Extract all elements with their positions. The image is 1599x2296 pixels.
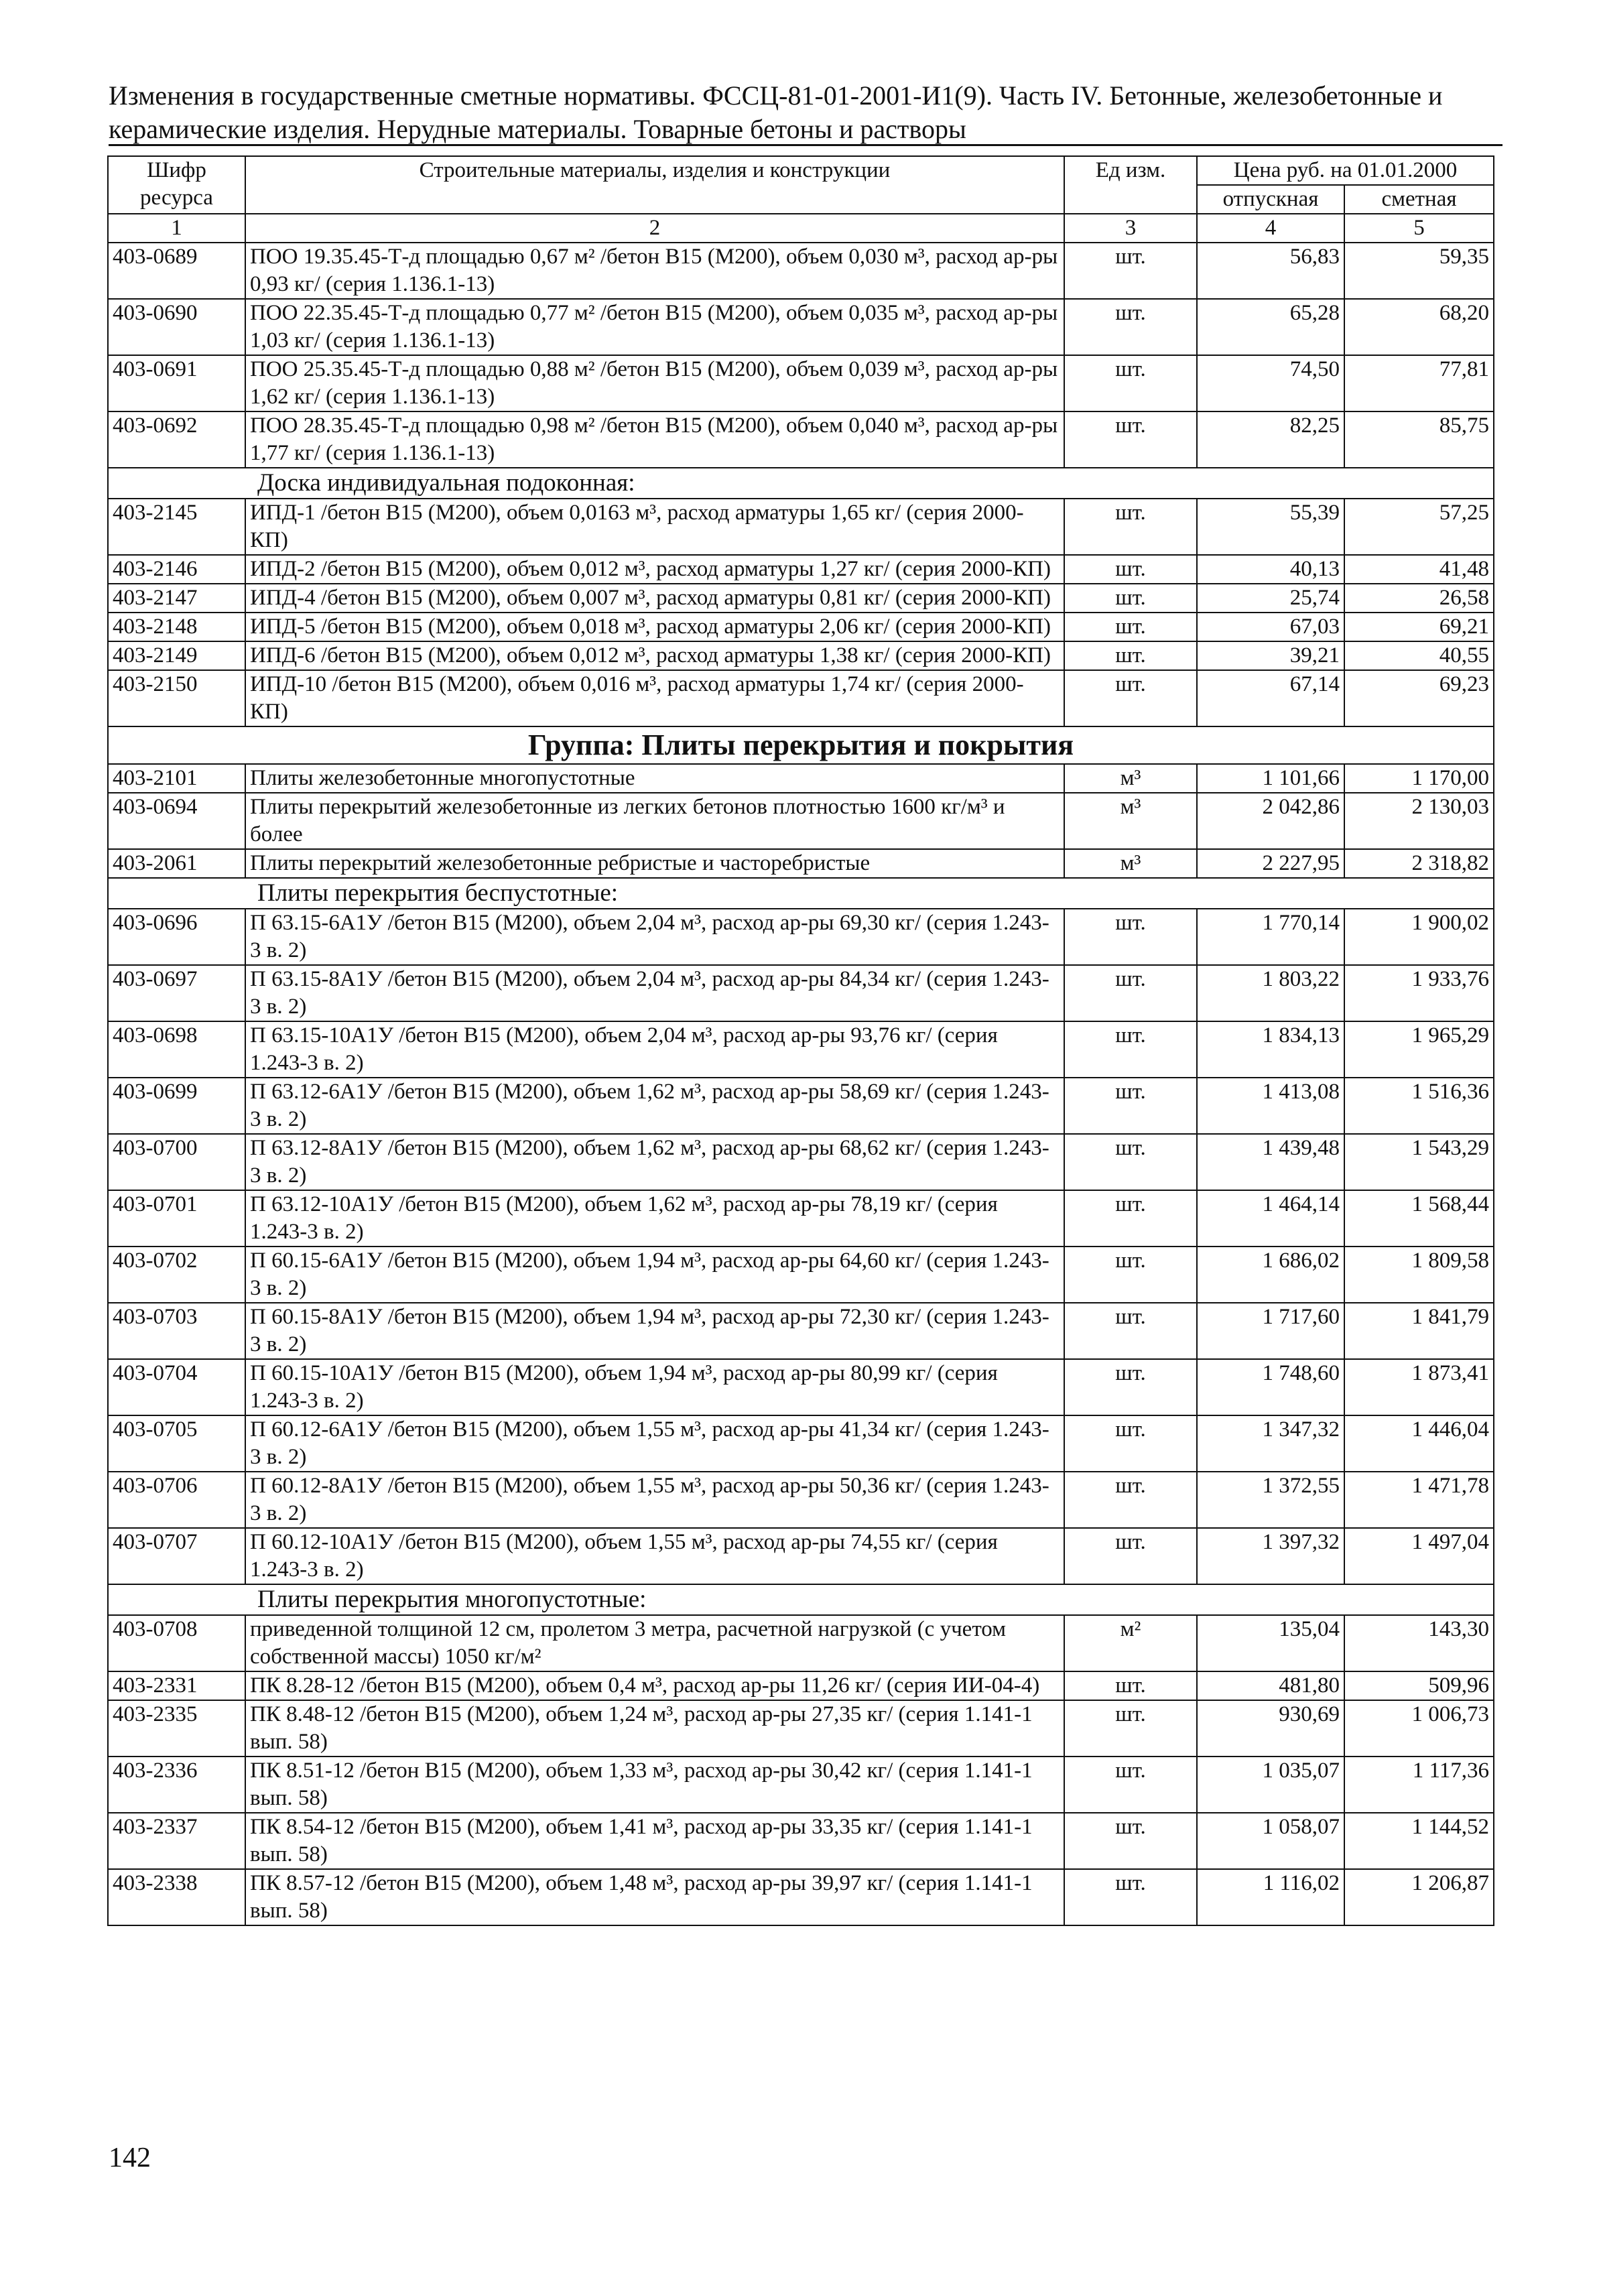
release-price: 2 042,86 <box>1197 793 1344 849</box>
estimate-price: 1 568,44 <box>1344 1190 1494 1247</box>
material-name: П 60.15-8А1У /бетон В15 (М200), объем 1,94 м³, расход ар-ры 72,30 кг/ (серия 1.243-3 в. 2) <box>245 1303 1064 1359</box>
price-table <box>107 155 1494 1926</box>
material-name: П 60.12-10А1У /бетон В15 (М200), объем 1,55 м³, расход ар-ры 74,55 кг/ (серия 1.243-3 в. 2) <box>245 1528 1064 1584</box>
resource-code: 403-2331 <box>108 1671 245 1700</box>
material-name: П 60.15-10А1У /бетон В15 (М200), объем 1,94 м³, расход ар-ры 80,99 кг/ (серия 1.243-3 в. 2) <box>245 1359 1064 1415</box>
estimate-price: 69,23 <box>1344 670 1494 726</box>
unit-cell: шт. <box>1064 1190 1197 1247</box>
unit-cell: шт. <box>1064 1021 1197 1078</box>
table-body <box>108 243 1494 1925</box>
material-name: ПОО 25.35.45-Т-д площадью 0,88 м² /бетон В15 (М200), объем 0,039 м³, расход ар-ры 1,62 кг/ (серия 1.136.1-13) <box>245 355 1064 411</box>
column-number: 2 <box>245 214 1064 243</box>
table-row <box>108 1869 1494 1925</box>
resource-code: 403-2146 <box>108 555 245 584</box>
resource-code: 403-0694 <box>108 793 245 849</box>
resource-code: 403-0708 <box>108 1615 245 1671</box>
release-price: 1 035,07 <box>1197 1757 1344 1813</box>
release-price: 1 372,55 <box>1197 1472 1344 1528</box>
table-row <box>108 1757 1494 1813</box>
release-price: 1 413,08 <box>1197 1078 1344 1134</box>
release-price: 1 770,14 <box>1197 909 1344 965</box>
material-name: ИПД-2 /бетон В15 (М200), объем 0,012 м³, расход арматуры 1,27 кг/ (серия 2000-КП) <box>245 555 1064 584</box>
table-row <box>108 1134 1494 1190</box>
table-row <box>108 1359 1494 1415</box>
release-price: 481,80 <box>1197 1671 1344 1700</box>
header-release-price: отпускная <box>1197 185 1344 214</box>
material-name: ИПД-1 /бетон В15 (М200), объем 0,0163 м³, расход арматуры 1,65 кг/ (серия 2000-КП) <box>245 499 1064 555</box>
page-header <box>109 79 1502 146</box>
estimate-price: 1 841,79 <box>1344 1303 1494 1359</box>
material-name: приведенной толщиной 12 см, пролетом 3 метра, расчетной нагрузкой (с учетом собственной массы) 1050 кг/м² <box>245 1615 1064 1671</box>
table-row <box>108 909 1494 965</box>
section-heading: Плиты перекрытия многопустотные: <box>108 1584 1494 1615</box>
material-name: П 60.15-6А1У /бетон В15 (М200), объем 1,94 м³, расход ар-ры 64,60 кг/ (серия 1.243-3 в. 2) <box>245 1247 1064 1303</box>
release-price: 82,25 <box>1197 411 1344 468</box>
table-row <box>108 499 1494 555</box>
unit-cell: шт. <box>1064 355 1197 411</box>
resource-code: 403-0701 <box>108 1190 245 1247</box>
column-number: 5 <box>1344 214 1494 243</box>
section-heading: Доска индивидуальная подоконная: <box>108 468 1494 499</box>
table-row <box>108 1078 1494 1134</box>
table-row <box>108 1415 1494 1472</box>
header-price: Цена руб. на 01.01.2000 <box>1197 156 1494 185</box>
unit-cell: шт. <box>1064 499 1197 555</box>
table-row <box>108 965 1494 1021</box>
column-numbers-row <box>108 214 1494 243</box>
release-price: 67,14 <box>1197 670 1344 726</box>
estimate-price: 143,30 <box>1344 1615 1494 1671</box>
resource-code: 403-0703 <box>108 1303 245 1359</box>
column-number: 4 <box>1197 214 1344 243</box>
resource-code: 403-0692 <box>108 411 245 468</box>
material-name: ПК 8.54-12 /бетон В15 (М200), объем 1,41 м³, расход ар-ры 33,35 кг/ (серия 1.141-1 вып. 58) <box>245 1813 1064 1869</box>
release-price: 135,04 <box>1197 1615 1344 1671</box>
unit-cell: шт. <box>1064 909 1197 965</box>
estimate-price: 1 006,73 <box>1344 1700 1494 1757</box>
resource-code: 403-0697 <box>108 965 245 1021</box>
unit-cell: шт. <box>1064 555 1197 584</box>
header-materials: Строительные материалы, изделия и конструкции <box>245 156 1064 214</box>
estimate-price: 2 318,82 <box>1344 849 1494 878</box>
estimate-price: 1 543,29 <box>1344 1134 1494 1190</box>
estimate-price: 41,48 <box>1344 555 1494 584</box>
unit-cell: шт. <box>1064 1303 1197 1359</box>
section-row <box>108 1584 1494 1615</box>
resource-code: 403-0696 <box>108 909 245 965</box>
resource-code: 403-2338 <box>108 1869 245 1925</box>
estimate-price: 509,96 <box>1344 1671 1494 1700</box>
release-price: 1 439,48 <box>1197 1134 1344 1190</box>
estimate-price: 26,58 <box>1344 584 1494 613</box>
resource-code: 403-2335 <box>108 1700 245 1757</box>
table-row <box>108 1303 1494 1359</box>
header-code: Шифр ресурса <box>108 156 245 214</box>
unit-cell: шт. <box>1064 1813 1197 1869</box>
column-number: 1 <box>108 214 245 243</box>
material-name: ИПД-10 /бетон В15 (М200), объем 0,016 м³, расход арматуры 1,74 кг/ (серия 2000-КП) <box>245 670 1064 726</box>
unit-cell: шт. <box>1064 411 1197 468</box>
document-title: Изменения в государственные сметные нормативы. ФССЦ-81-01-2001-И1(9). Часть IV. Бетонные, железобетонные и керамические изделия. Нерудные материалы. Товарные бетоны и растворы <box>109 80 1443 144</box>
release-price: 1 803,22 <box>1197 965 1344 1021</box>
estimate-price: 1 516,36 <box>1344 1078 1494 1134</box>
estimate-price: 77,81 <box>1344 355 1494 411</box>
material-name: ПОО 19.35.45-Т-д площадью 0,67 м² /бетон В15 (М200), объем 0,030 м³, расход ар-ры 0,93 кг/ (серия 1.136.1-13) <box>245 243 1064 299</box>
estimate-price: 57,25 <box>1344 499 1494 555</box>
material-name: ПК 8.28-12 /бетон В15 (М200), объем 0,4 м³, расход ар-ры 11,26 кг/ (серия ИИ-04-4) <box>245 1671 1064 1700</box>
release-price: 2 227,95 <box>1197 849 1344 878</box>
material-name: П 63.15-6А1У /бетон В15 (М200), объем 2,04 м³, расход ар-ры 69,30 кг/ (серия 1.243-3 в. 2) <box>245 909 1064 965</box>
unit-cell: шт. <box>1064 1700 1197 1757</box>
section-heading: Плиты перекрытия беспустотные: <box>108 878 1494 909</box>
material-name: Плиты перекрытий железобетонные из легких бетонов плотностью 1600 кг/м³ и более <box>245 793 1064 849</box>
table-row <box>108 1190 1494 1247</box>
table-row <box>108 555 1494 584</box>
table-row <box>108 670 1494 726</box>
resource-code: 403-2337 <box>108 1813 245 1869</box>
resource-code: 403-0700 <box>108 1134 245 1190</box>
unit-cell: шт. <box>1064 1472 1197 1528</box>
material-name: П 63.12-10А1У /бетон В15 (М200), объем 1,62 м³, расход ар-ры 78,19 кг/ (серия 1.243-3 в. 2) <box>245 1190 1064 1247</box>
estimate-price: 1 206,87 <box>1344 1869 1494 1925</box>
resource-code: 403-0704 <box>108 1359 245 1415</box>
material-name: П 60.12-6А1У /бетон В15 (М200), объем 1,55 м³, расход ар-ры 41,34 кг/ (серия 1.243-3 в. 2) <box>245 1415 1064 1472</box>
unit-cell: шт. <box>1064 1359 1197 1415</box>
material-name: П 63.15-8А1У /бетон В15 (М200), объем 2,04 м³, расход ар-ры 84,34 кг/ (серия 1.243-3 в. 2) <box>245 965 1064 1021</box>
material-name: П 60.12-8А1У /бетон В15 (М200), объем 1,55 м³, расход ар-ры 50,36 кг/ (серия 1.243-3 в. 2) <box>245 1472 1064 1528</box>
estimate-price: 59,35 <box>1344 243 1494 299</box>
resource-code: 403-0689 <box>108 243 245 299</box>
table-row <box>108 1813 1494 1869</box>
resource-code: 403-0691 <box>108 355 245 411</box>
estimate-price: 85,75 <box>1344 411 1494 468</box>
release-price: 1 834,13 <box>1197 1021 1344 1078</box>
resource-code: 403-0702 <box>108 1247 245 1303</box>
material-name: ПОО 28.35.45-Т-д площадью 0,98 м² /бетон В15 (М200), объем 0,040 м³, расход ар-ры 1,77 кг/ (серия 1.136.1-13) <box>245 411 1064 468</box>
estimate-price: 40,55 <box>1344 641 1494 670</box>
table-row <box>108 243 1494 299</box>
table-row <box>108 299 1494 355</box>
material-name: П 63.12-6А1У /бетон В15 (М200), объем 1,62 м³, расход ар-ры 58,69 кг/ (серия 1.243-3 в. 2) <box>245 1078 1064 1134</box>
table-row <box>108 793 1494 849</box>
table-row <box>108 764 1494 793</box>
release-price: 56,83 <box>1197 243 1344 299</box>
unit-cell: шт. <box>1064 1528 1197 1584</box>
release-price: 67,03 <box>1197 613 1344 641</box>
resource-code: 403-0698 <box>108 1021 245 1078</box>
unit-cell: шт. <box>1064 1134 1197 1190</box>
unit-cell: м² <box>1064 1615 1197 1671</box>
estimate-price: 2 130,03 <box>1344 793 1494 849</box>
table-row <box>108 355 1494 411</box>
release-price: 25,74 <box>1197 584 1344 613</box>
resource-code: 403-2336 <box>108 1757 245 1813</box>
release-price: 1 058,07 <box>1197 1813 1344 1869</box>
table-header-row <box>108 156 1494 185</box>
table-row <box>108 1528 1494 1584</box>
material-name: П 63.12-8А1У /бетон В15 (М200), объем 1,62 м³, расход ар-ры 68,62 кг/ (серия 1.243-3 в. 2) <box>245 1134 1064 1190</box>
unit-cell: шт. <box>1064 1869 1197 1925</box>
release-price: 74,50 <box>1197 355 1344 411</box>
release-price: 1 347,32 <box>1197 1415 1344 1472</box>
material-name: ПК 8.57-12 /бетон В15 (М200), объем 1,48 м³, расход ар-ры 39,97 кг/ (серия 1.141-1 вып. 58) <box>245 1869 1064 1925</box>
material-name: П 63.15-10А1У /бетон В15 (М200), объем 2,04 м³, расход ар-ры 93,76 кг/ (серия 1.243-3 в. 2) <box>245 1021 1064 1078</box>
estimate-price: 1 144,52 <box>1344 1813 1494 1869</box>
release-price: 40,13 <box>1197 555 1344 584</box>
table-row <box>108 584 1494 613</box>
unit-cell: шт. <box>1064 1078 1197 1134</box>
release-price: 1 397,32 <box>1197 1528 1344 1584</box>
estimate-price: 1 900,02 <box>1344 909 1494 965</box>
table-row <box>108 1700 1494 1757</box>
release-price: 39,21 <box>1197 641 1344 670</box>
unit-cell: м³ <box>1064 849 1197 878</box>
resource-code: 403-2147 <box>108 584 245 613</box>
unit-cell: шт. <box>1064 1757 1197 1813</box>
resource-code: 403-0699 <box>108 1078 245 1134</box>
table-row <box>108 1671 1494 1700</box>
resource-code: 403-2061 <box>108 849 245 878</box>
estimate-price: 1 471,78 <box>1344 1472 1494 1528</box>
unit-cell: шт. <box>1064 1415 1197 1472</box>
release-price: 1 717,60 <box>1197 1303 1344 1359</box>
estimate-price: 69,21 <box>1344 613 1494 641</box>
header-unit: Ед изм. <box>1064 156 1197 214</box>
table-row <box>108 1472 1494 1528</box>
resource-code: 403-0705 <box>108 1415 245 1472</box>
header-estimate-price: сметная <box>1344 185 1494 214</box>
estimate-price: 1 497,04 <box>1344 1528 1494 1584</box>
resource-code: 403-0690 <box>108 299 245 355</box>
group-heading: Группа: Плиты перекрытия и покрытия <box>108 726 1494 764</box>
group-row <box>108 726 1494 764</box>
estimate-price: 1 117,36 <box>1344 1757 1494 1813</box>
resource-code: 403-2149 <box>108 641 245 670</box>
estimate-price: 1 873,41 <box>1344 1359 1494 1415</box>
release-price: 930,69 <box>1197 1700 1344 1757</box>
release-price: 65,28 <box>1197 299 1344 355</box>
resource-code: 403-2145 <box>108 499 245 555</box>
resource-code: 403-2101 <box>108 764 245 793</box>
resource-code: 403-0706 <box>108 1472 245 1528</box>
section-row <box>108 878 1494 909</box>
unit-cell: шт. <box>1064 299 1197 355</box>
unit-cell: м³ <box>1064 764 1197 793</box>
material-name: ИПД-5 /бетон В15 (М200), объем 0,018 м³, расход арматуры 2,06 кг/ (серия 2000-КП) <box>245 613 1064 641</box>
table-row <box>108 1021 1494 1078</box>
table-row <box>108 1247 1494 1303</box>
release-price: 1 464,14 <box>1197 1190 1344 1247</box>
table-row <box>108 1615 1494 1671</box>
unit-cell: шт. <box>1064 670 1197 726</box>
unit-cell: шт. <box>1064 243 1197 299</box>
unit-cell: шт. <box>1064 1247 1197 1303</box>
unit-cell: шт. <box>1064 613 1197 641</box>
release-price: 1 748,60 <box>1197 1359 1344 1415</box>
column-number: 3 <box>1064 214 1197 243</box>
estimate-price: 1 933,76 <box>1344 965 1494 1021</box>
material-name: ПК 8.51-12 /бетон В15 (М200), объем 1,33 м³, расход ар-ры 30,42 кг/ (серия 1.141-1 вып. 58) <box>245 1757 1064 1813</box>
release-price: 1 101,66 <box>1197 764 1344 793</box>
unit-cell: шт. <box>1064 641 1197 670</box>
resource-code: 403-2150 <box>108 670 245 726</box>
unit-cell: шт. <box>1064 1671 1197 1700</box>
unit-cell: шт. <box>1064 965 1197 1021</box>
release-price: 55,39 <box>1197 499 1344 555</box>
estimate-price: 1 446,04 <box>1344 1415 1494 1472</box>
material-name: ИПД-6 /бетон В15 (М200), объем 0,012 м³, расход арматуры 1,38 кг/ (серия 2000-КП) <box>245 641 1064 670</box>
table-row <box>108 849 1494 878</box>
resource-code: 403-2148 <box>108 613 245 641</box>
release-price: 1 116,02 <box>1197 1869 1344 1925</box>
estimate-price: 1 170,00 <box>1344 764 1494 793</box>
release-price: 1 686,02 <box>1197 1247 1344 1303</box>
material-name: ПОО 22.35.45-Т-д площадью 0,77 м² /бетон В15 (М200), объем 0,035 м³, расход ар-ры 1,03 кг/ (серия 1.136.1-13) <box>245 299 1064 355</box>
material-name: ПК 8.48-12 /бетон В15 (М200), объем 1,24 м³, расход ар-ры 27,35 кг/ (серия 1.141-1 вып. 58) <box>245 1700 1064 1757</box>
material-name: Плиты перекрытий железобетонные ребристые и часторебристые <box>245 849 1064 878</box>
table-row <box>108 411 1494 468</box>
estimate-price: 1 965,29 <box>1344 1021 1494 1078</box>
estimate-price: 1 809,58 <box>1344 1247 1494 1303</box>
table-row <box>108 641 1494 670</box>
material-name: ИПД-4 /бетон В15 (М200), объем 0,007 м³, расход арматуры 0,81 кг/ (серия 2000-КП) <box>245 584 1064 613</box>
table-row <box>108 613 1494 641</box>
unit-cell: м³ <box>1064 793 1197 849</box>
resource-code: 403-0707 <box>108 1528 245 1584</box>
estimate-price: 68,20 <box>1344 299 1494 355</box>
header-rule <box>109 144 1502 146</box>
page-number: 142 <box>109 2143 151 2173</box>
unit-cell: шт. <box>1064 584 1197 613</box>
material-name: Плиты железобетонные многопустотные <box>245 764 1064 793</box>
section-row <box>108 468 1494 499</box>
